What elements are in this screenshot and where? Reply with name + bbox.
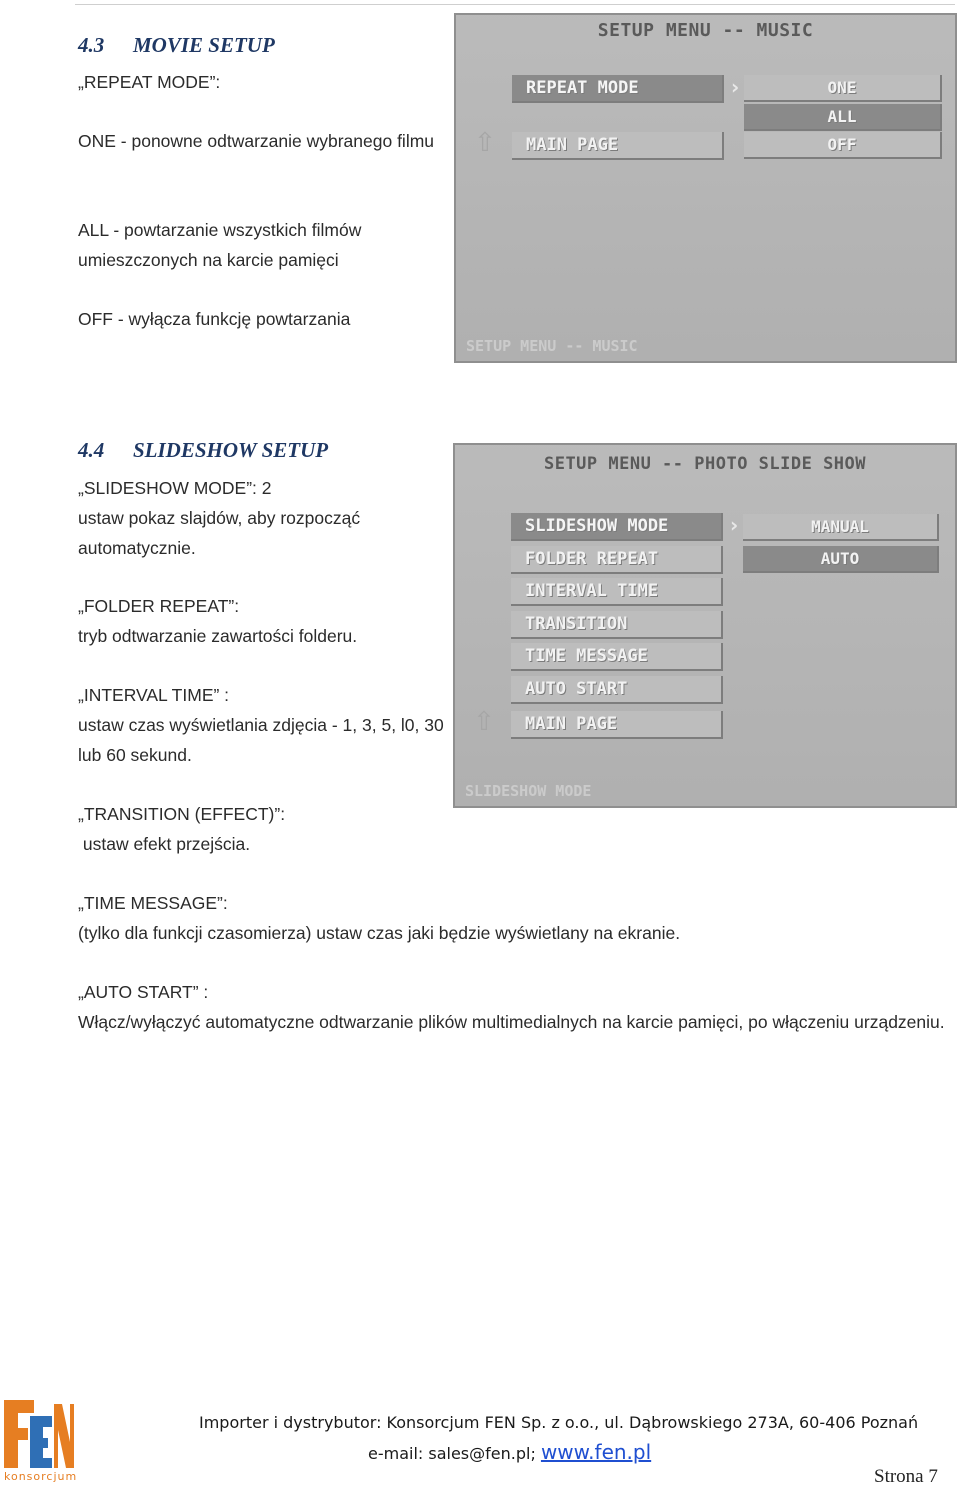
menu-item-repeat-mode[interactable]: REPEAT MODE [512,75,724,103]
menu-item-folder-repeat[interactable]: FOLDER REPEAT [511,546,723,574]
repeat-mode-label: „REPEAT MODE”: [78,72,221,92]
footer-website-link[interactable]: www.fen.pl [540,1440,652,1464]
footer-importer: Importer i dystrybutor: Konsorcjum FEN Sp. z o.o., ul. Dąbrowskiego 273A, 60-406 Poznań [199,1413,919,1432]
option-off[interactable]: OFF [744,132,942,159]
section-heading-4-3 [78,33,275,58]
repeat-off-text: OFF - wyłącza funkcję powtarzania [78,309,351,329]
footer-contact [368,1440,651,1464]
section-title: SLIDESHOW SETUP [133,438,329,462]
top-rule [75,4,955,5]
up-arrow-icon: ⇧ [473,707,495,737]
menu-item-auto-start[interactable]: AUTO START [511,676,723,704]
section-heading-4-4 [78,438,328,463]
submenu-arrow-icon: › [731,75,740,99]
section-number: 4.3 [78,33,105,57]
option-manual[interactable]: MANUAL [743,514,939,541]
slideshow-mode-text: ustaw pokaz slajdów, aby rozpocząć automatycznie. [78,508,361,558]
repeat-all-text: ALL - powtarzanie wszystkich filmów umieszczonych na karcie pamięci [78,220,362,270]
section-title: MOVIE SETUP [133,33,275,57]
interval-time-text: ustaw czas wyświetlania zdjęcia - 1, 3, 5, l0, 30 lub 60 sekund. [78,715,444,765]
menu-item-time-message[interactable]: TIME MESSAGE [511,643,723,671]
folder-repeat-text: tryb odtwarzanie zawartości folderu. [78,626,358,646]
auto-start-label: „AUTO START” : [78,982,209,1002]
repeat-one-text: ONE - ponowne odtwarzanie wybranego filmu [78,131,435,151]
menu-item-transition[interactable]: TRANSITION [511,611,723,639]
transition-label: „TRANSITION (EFFECT)”: [78,804,286,824]
section-number: 4.4 [78,438,105,462]
footer-email[interactable]: e-mail: sales@fen.pl; [368,1444,536,1463]
screen-status: SLIDESHOW MODE [465,782,592,800]
screen-status: SETUP MENU -- MUSIC [466,337,638,355]
time-message-label: „TIME MESSAGE”: [78,893,228,913]
slideshow-mode-label: „SLIDESHOW MODE”: 2 [78,478,272,498]
logo-text: konsorcjum [4,1470,78,1483]
menu-item-slideshow-mode[interactable]: SLIDESHOW MODE [511,513,723,541]
menu-item-interval-time[interactable]: INTERVAL TIME [511,578,723,606]
interval-time-label: „INTERVAL TIME” : [78,685,230,705]
option-one[interactable]: ONE [744,75,942,102]
auto-start-text: Włącz/wyłączyć automatyczne odtwarzanie plików multimedialnych na karcie pamięci, po włączeniu urządzeniu. [78,1012,945,1032]
screen-title: SETUP MENU -- PHOTO SLIDE SHOW [543,454,867,474]
option-all[interactable]: ALL [744,104,942,131]
menu-item-main-page[interactable]: MAIN PAGE [511,711,723,739]
submenu-arrow-icon: › [730,513,739,537]
screen-title: SETUP MENU -- MUSIC [597,20,814,41]
transition-text: ustaw efekt przejścia. [78,834,251,854]
menu-item-main-page[interactable]: MAIN PAGE [512,132,724,160]
page-number: Strona 7 [874,1466,938,1487]
music-setup-screenshot [454,13,957,363]
folder-repeat-label: „FOLDER REPEAT”: [78,596,240,616]
photo-setup-screenshot [453,443,957,808]
time-message-text: (tylko dla funkcji czasomierza) ustaw czas jaki będzie wyświetlany na ekranie. [78,923,681,943]
up-arrow-icon: ⇧ [474,128,496,158]
option-auto[interactable]: AUTO [743,546,939,573]
